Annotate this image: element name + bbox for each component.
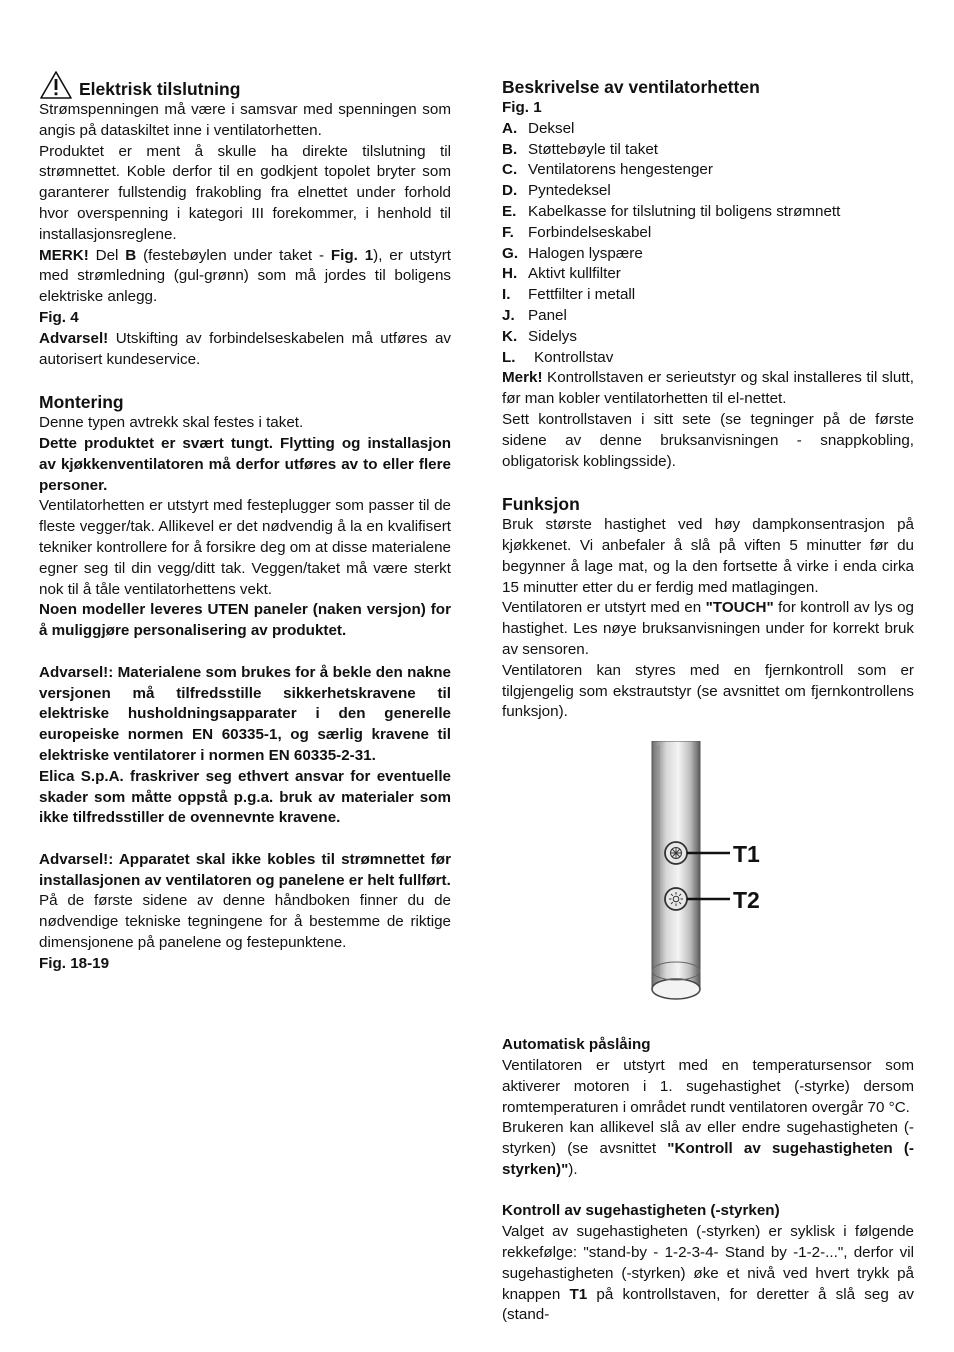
auto-p2-b: "Kontroll av sugehastigheten (-styrken)" — [502, 1140, 914, 1178]
merk-text-e: ), er utstyrt med strømledning (gul-grønn) som må jordes til boligens elektriske anlegg. — [39, 246, 451, 306]
list-item — [502, 264, 914, 285]
list-item — [502, 119, 914, 140]
item-label: I. — [502, 286, 511, 304]
item-label: H. — [502, 265, 518, 283]
list-item — [502, 306, 914, 327]
mounting-p7: Advarsel!: Apparatet skal ikke kobles til strømnettet før installasjonen av ventilatoren og panelene er helt fullført. — [39, 850, 451, 889]
fan-button-icon — [665, 842, 687, 864]
function-p2-a: Ventilatoren er utstyrt med en — [502, 599, 706, 617]
mounting-p5: Advarsel!: Materialene som brukes for å bekle den nakne versjonen må tilfredsstille sikkerhetskravene til elektriske husholdningsapparater i den generelle europeiske normen EN 60335-1, og særlig kravene til elektriske ventilatorer i normen EN 60335-2-31. — [39, 663, 451, 764]
merk-text-a: Del — [88, 246, 126, 264]
merk-text-c: (festebøylen under taket - — [136, 246, 331, 264]
note-merk — [502, 368, 914, 410]
item-text: Panel — [528, 306, 567, 324]
item-text: Ventilatorens hengestenger — [528, 161, 713, 179]
warning-label: Advarsel! — [39, 329, 109, 347]
electrical-fig: Fig. 4 — [39, 308, 79, 326]
item-text: Forbindelseskabel — [528, 223, 652, 241]
auto-p2-c: ). — [568, 1160, 578, 1178]
list-item — [502, 223, 914, 244]
function-p1: Bruk største hastighet ved høy dampkonsentrasjon på kjøkkenet. Vi anbefaler å slå på viften 5 minutter før du begynner å lage mat, og la den fortsette å virke i enda cirka 15 minutter etter du er ferdig med matlagingen. — [502, 516, 914, 596]
auto-p2-a: Brukeren kan allikevel slå av eller endre sugehastigheten (-styrken) (se avsnittet — [502, 1119, 914, 1158]
function-p2-b: "TOUCH" — [705, 599, 774, 617]
list-item — [502, 348, 914, 369]
item-label: D. — [502, 182, 518, 200]
speed-p1 — [502, 1222, 914, 1326]
list-item — [502, 140, 914, 161]
electrical-heading — [39, 64, 451, 100]
function-p2-c: for kontroll av lys og hastighet. Les nøye bruksanvisningen under for korrekt bruk av sensoren. — [502, 599, 915, 658]
function-title: Funksjon — [502, 494, 580, 515]
electrical-merk — [39, 246, 451, 308]
auto-p1: Ventilatoren er utstyrt med en temperatursensor som aktiverer motoren i 1. sugehastighet (-styrke) dersom romtemperaturen i området rundt ventilatoren overgår 70 °C. — [502, 1056, 914, 1116]
right-column — [502, 64, 914, 1326]
item-label: B. — [502, 140, 518, 158]
item-label: G. — [502, 244, 519, 262]
auto-p2 — [502, 1118, 914, 1180]
mounting-p1: Denne typen avtrekk skal festes i taket. — [39, 414, 304, 432]
merk-label: MERK! — [39, 246, 89, 264]
speed-p1-c: på kontrollstaven, for deretter å slå seg av (stand- — [502, 1285, 914, 1324]
item-label: J. — [502, 306, 515, 324]
list-item — [502, 244, 914, 265]
mounting-p3: Ventilatorhetten er utstyrt med festeplugger som passer til de fleste vegger/tak. Allikevel er det nødvendig å la en kvalifisert tekniker kontrollere for å forsikre deg om at disse materialene egner seg til din vegg/ditt tak. Veggen/taket må være sterkt nok til å tåle ventilatorhettens vekt. — [39, 497, 451, 598]
item-text: Støttebøyle til taket — [528, 140, 658, 158]
mounting-title: Montering — [39, 392, 124, 413]
list-item — [502, 202, 914, 223]
item-text: Aktivt kullfilter — [528, 265, 621, 283]
item-text: Halogen lyspære — [528, 244, 643, 262]
item-text: Kabelkasse for tilslutning til boligens strømnett — [528, 202, 841, 220]
note-text: Kontrollstaven er serieutstyr og skal installeres til slutt, før man kobler ventilatorhetten til el-nettet. — [502, 369, 914, 408]
auto-title: Automatisk påslåing — [502, 1036, 651, 1054]
mounting-p6: Elica S.p.A. fraskriver seg ethvert ansvar for eventuelle skader som måtte oppstå p.g.a. bruk av materialer som ikke tilfredsstiller de ovennevnte kravene. — [39, 767, 451, 827]
mounting-p2: Dette produktet er svært tungt. Flytting og installasjon av kjøkkenventilatoren må derfor utføres av to eller flere personer. — [39, 434, 451, 494]
merk-text-b: B — [125, 246, 137, 264]
item-text: Deksel — [528, 119, 575, 137]
item-label: E. — [502, 202, 517, 220]
list-item — [502, 181, 914, 202]
function-p2 — [502, 598, 914, 660]
electrical-p1: Strømspenningen må være i samsvar med spenningen som angis på dataskiltet inne i ventilatorhetten. — [39, 101, 451, 139]
function-p3: Ventilatoren kan styres med en fjernkontroll som er tilgjengelig som ekstrautstyr (se avsnittet om fjernkontrollens funksjon). — [502, 661, 914, 721]
t2-label: T2 — [733, 887, 760, 914]
control-rod-illustration — [642, 741, 772, 1007]
electrical-title: Elektrisk tilslutning — [79, 79, 241, 99]
merk-text-d: Fig. 1 — [330, 246, 374, 264]
item-text: Fettfilter i metall — [528, 286, 636, 304]
list-item — [502, 327, 914, 348]
item-label: C. — [502, 161, 518, 179]
light-button-icon — [665, 888, 687, 910]
item-text: Pyntedeksel — [528, 182, 611, 200]
speed-p1-b: T1 — [569, 1285, 588, 1303]
speed-title: Kontroll av sugehastigheten (-styrken) — [502, 1202, 780, 1220]
item-text: Sidelys — [528, 327, 577, 345]
mounting-p4: Noen modeller leveres UTEN paneler (naken versjon) for å muliggjøre personalisering av produktet. — [39, 601, 451, 640]
item-text: Kontrollstav — [534, 348, 614, 366]
parts-list — [502, 119, 914, 369]
warning-icon — [39, 70, 73, 100]
item-label: A. — [502, 119, 518, 137]
note-2: Sett kontrollstaven i sitt sete (se tegninger på de første sidene av denne bruksanvisningen - snappkobling, obligatorisk koblingsside). — [502, 410, 914, 470]
item-label: K. — [502, 327, 518, 345]
mounting-fig: Fig. 18-19 — [39, 954, 110, 972]
note-label: Merk! — [502, 369, 543, 387]
warning-text: Utskifting av forbindelseskabelen må utføres av autorisert kundeservice. — [39, 329, 451, 368]
electrical-warning — [39, 329, 451, 371]
t1-label: T1 — [733, 841, 760, 868]
electrical-p2: Produktet er ment å skulle ha direkte tilslutning til strømnettet. Koble derfor til en godkjent topolet bryter som garanterer fullstendig frakobling fra elnettet under forhold hvor overspenning i kategori III forekommer, i henhold til installasjonsreglene. — [39, 142, 451, 243]
item-label: F. — [502, 223, 514, 241]
list-item — [502, 285, 914, 306]
left-column — [39, 64, 451, 975]
list-item — [502, 160, 914, 181]
item-label: L. — [502, 348, 516, 366]
description-fig: Fig. 1 — [502, 99, 542, 116]
description-title: Beskrivelse av ventilatorhetten — [502, 77, 760, 97]
mounting-p8: På de første sidene av denne håndboken finner du de nødvendige tekniske tegningene for å bestemme de riktige dimensjonene på panelene og festepunktene. — [39, 892, 451, 952]
speed-p1-a: Valget av sugehastigheten (-styrken) er syklisk i følgende rekkefølge: "stand-by - 1-2-3-4- Stand by -1-2-...", derfor vil sugehastigheten (-styrken) øke et nivå ved hvert trykk på knappen — [502, 1223, 914, 1303]
control-rod-figure — [502, 723, 914, 1035]
